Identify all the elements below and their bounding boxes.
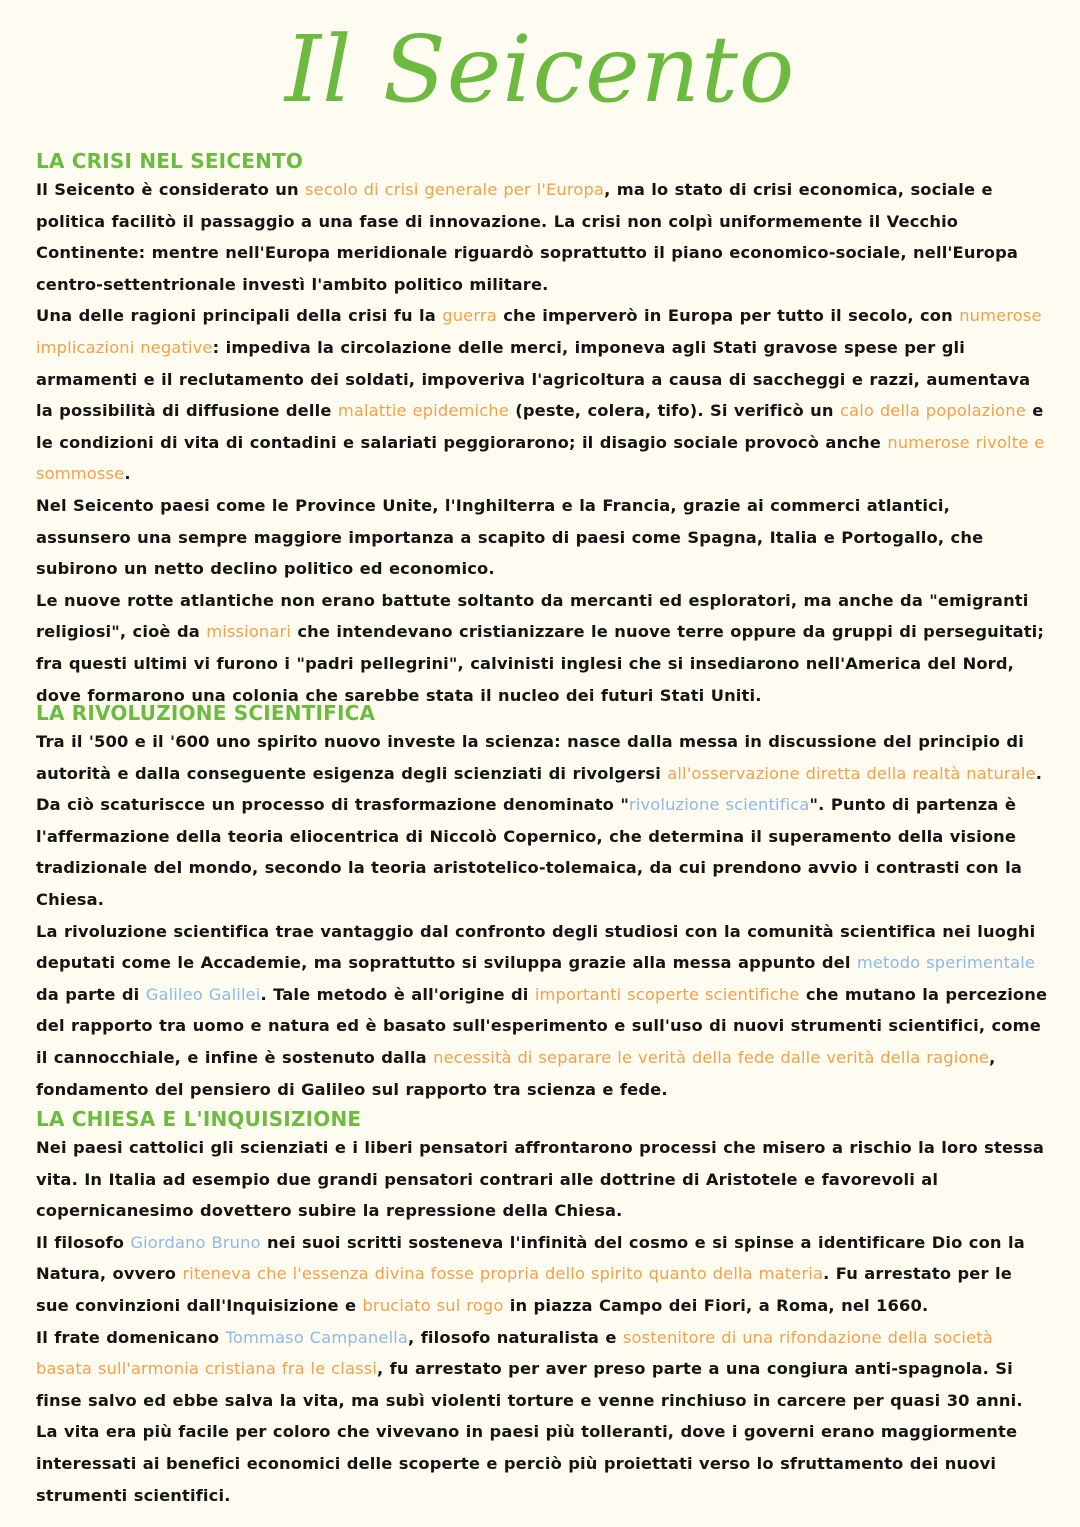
paragraph [36,1227,1048,1322]
highlighted-text: Giordano Bruno [130,1232,261,1252]
section-heading: LA RIVOLUZIONE SCIENTIFICA [36,701,376,725]
body-text: nei suoi scritti sosteneva l'infinità del cosmo e si spinse a identificare Dio con la Natura, ovvero [36,1232,1025,1284]
paragraph [36,1416,1048,1511]
paragraph [36,300,1048,490]
paragraph [36,916,1048,1106]
body-text: (peste, colera, tifo). Si verificò un [508,401,840,421]
highlighted-text: Galileo Galilei [145,984,261,1004]
body-text: in piazza Campo dei Fiori, a Roma, nel 1660. [503,1295,929,1315]
highlighted-text: bruciato sul rogo [362,1295,504,1315]
body-text: , fu arrestato per aver preso parte a una congiura anti-spagnola. Si finse salvo ed ebbe salva la vita, ma subì violenti torture e venne rinchiuso in carcere per quasi 30 anni. [36,1359,1023,1410]
body-text: Il frate domenicano [36,1327,226,1347]
body-text: che intendevano cristianizzare le nuove terre oppure da gruppi di perseguitati; fra questi ultimi vi furono i "padri pellegrini", calvinisti inglesi che si insediarono nell'America del Nord, dove formarono una colonia che sarebbe stata il nucleo dei futuri Stati Uniti. [36,622,1045,705]
section-heading: LA CRISI NEL SEICENTO [36,149,304,173]
section-crisi-nel-seicento [36,148,1048,711]
body-text: : impediva la circolazione delle merci, imponeva agli Stati gravose spese per gli armamenti e il reclutamento dei soldati, impoveriva l'agricoltura a causa di saccheggi e razzi, aumentava la possibilità di diffusione delle [36,337,1031,421]
body-text: Una delle ragioni principali della crisi fu la [36,306,443,326]
highlighted-text: Tommaso Campanella [225,1327,409,1347]
section-chiesa-inquisizione [36,1106,1048,1511]
body-text: ". Punto di partenza è l'affermazione della teoria eliocentrica di Niccolò Copernico, che determina il superamento della visione tradizionale del mondo, secondo la teoria aristotelico-tolemaica, da cui prendono avvio i contrasti con la Chiesa. [36,795,1022,909]
highlighted-text: riteneva che l'essenza divina fosse propria dello spirito quanto della materia [182,1264,824,1284]
section-heading: LA CHIESA E L'INQUISIZIONE [36,1107,362,1131]
body-text: . Fu arrestato per le sue convinzioni dall'Inquisizione e [36,1264,1012,1315]
highlighted-text: sostenitore di una rifondazione della società basata sull'armonia cristiana fra le classi [36,1327,993,1379]
body-text: Tra il '500 e il '600 uno spirito nuovo investe la scienza: nasce dalla messa in discussione del principio di autorità e dalla conseguente esigenza degli scienziati di rivolgersi [36,732,1024,783]
paragraph [36,174,1048,300]
paragraph [36,1322,1048,1417]
body-text: . Tale metodo è all'origine di [260,984,535,1004]
body-text: che imperverò in Europa per tutto il secolo, con [496,306,960,326]
body-text: che mutano la percezione del rapporto tra uomo e natura ed è basato sull'esperimento e sull'uso di nuovi strumenti scientifici, come il cannocchiale, e infine è sostenuto dalla [36,984,1048,1067]
highlighted-text: guerra [442,306,497,326]
highlighted-text: rivoluzione scientifica [628,795,810,815]
highlighted-text: metodo sperimentale [856,953,1036,973]
highlighted-text: malattie epidemiche [337,401,509,421]
body-text: Il Seicento è considerato un [36,180,306,199]
highlighted-text: secolo di crisi generale per l'Europa [305,180,605,199]
paragraph [36,585,1048,711]
paragraph [36,1132,1048,1227]
highlighted-text: missionari [206,622,292,642]
highlighted-text: numerose rivolte e sommosse [36,432,1045,484]
body-text: Nei paesi cattolici gli scienziati e i liberi pensatori affrontarono processi che misero a rischio la loro stessa vita. In Italia ad esempio due grandi pensatori contrari alle dottrine di Aristotele e favorevoli al copernicanesimo dovettero subire la repressione della Chiesa. [36,1138,1044,1221]
body-text: da parte di [36,984,146,1004]
highlighted-text: importanti scoperte scientifiche [534,984,800,1004]
body-text: Il filosofo [36,1232,131,1252]
body-text: . [124,464,131,484]
highlighted-text: numerose implicazioni negative [36,306,1042,357]
body-text: e le condizioni di vita di contadini e salariati peggiorarono; il disagio sociale provocò anche [36,401,1044,452]
highlighted-text: necessità di separare le verità della fede dalle verità della ragione [433,1047,990,1067]
section-rivoluzione-scientifica [36,700,1048,1105]
body-text: . Da ciò scaturiscce un processo di trasformazione denominato " [36,763,1043,815]
paragraph [36,726,1048,916]
page-title: Il Seicento [284,16,796,123]
body-text: , filosofo naturalista e [408,1327,623,1347]
highlighted-text: all'osservazione diretta della realtà naturale [667,763,1036,783]
body-text: , ma lo stato di crisi economica, sociale e politica facilitò il passaggio a una fase di innovazione. La crisi non colpì uniformemente il Vecchio Continente: mentre nell'Europa meridionale riguardò soprattutto il piano economico-sociale, nell'Europa centro-settentrionale investì l'ambito politico militare. [36,180,1019,294]
body-text: Le nuove rotte atlantiche non erano battute soltanto da mercanti ed esploratori, ma anche da "emigranti religiosi", cioè da [36,590,1029,642]
body-text: La rivoluzione scientifica trae vantaggio dal confronto degli studiosi con la comunità scientifica nei luoghi deputati come le Accademie, ma soprattutto si sviluppa grazie alla messa appunto del [36,921,1036,973]
highlighted-text: calo della popolazione [839,401,1026,421]
paragraph [36,490,1048,585]
body-text: La vita era più facile per coloro che vivevano in paesi più tolleranti, dove i governi erano maggiormente interessati ai benefici economici delle scoperte e perciò più proiettati verso lo sfruttamento dei nuovi strumenti scientifici. [36,1422,1018,1505]
body-text: Nel Seicento paesi come le Province Unite, l'Inghilterra e la Francia, grazie ai commerci atlantici, assunsero una sempre maggiore importanza a scapito di paesi come Spagna, Italia e Portogallo, che subirono un netto declino politico ed economico. [36,495,984,579]
body-text: , fondamento del pensiero di Galileo sul rapporto tra scienza e fede. [36,1047,996,1099]
